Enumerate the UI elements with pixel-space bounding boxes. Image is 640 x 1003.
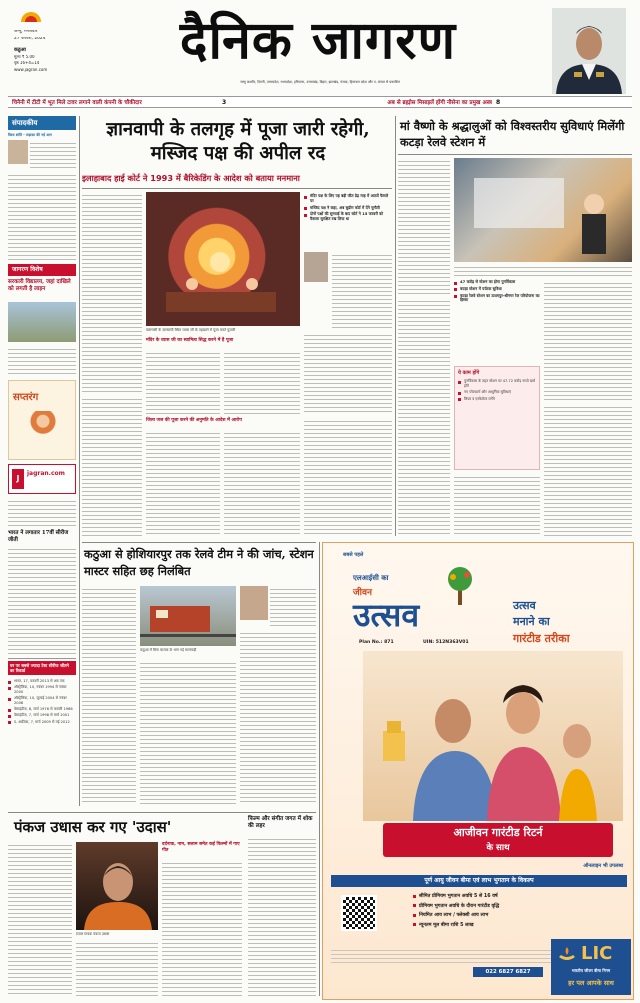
lic-lamp-icon: [557, 945, 577, 963]
column-divider: [319, 542, 320, 996]
katra-bullet: कटड़ा स्टेशन में पर्यटक सुविधा: [454, 287, 540, 292]
ad-feature: नियमित आय लाभ / फ्लेक्सी आय लाभ: [413, 912, 613, 920]
ad-ribbon: [383, 823, 613, 857]
date-line-2: 27 फरवरी, 2024: [14, 37, 46, 41]
katra-bullet: 47 करोड़ से स्टेशन का होगा पुनर्विकास: [454, 280, 540, 285]
lead-story: [82, 116, 392, 536]
katra-text-1: [398, 158, 450, 294]
ad-plan-no: Plan No.: 871: [359, 640, 394, 645]
masthead-title: दैनिक जागरण: [179, 10, 457, 71]
yoga-figure: [29, 411, 57, 445]
records-list: [8, 679, 76, 726]
ad-tagline-3: गारंटीड तरीका: [513, 632, 570, 645]
accident-headline[interactable]: कठुआ से होशियारपुर तक रेलवे टीम ने की जांच, स्टेशन मास्टर सहित छह निलंबित: [84, 547, 314, 578]
katra-work-box: [454, 366, 540, 470]
ad-online: ऑनलाइन भी उपलब्ध: [583, 863, 623, 869]
katra-bullet: कटड़ा रेलवे स्टेशन का ऊधमपुर-श्रीनगर रेल परियोजना का हिस्सा: [454, 294, 540, 304]
pankaj-udhas-photo: [76, 842, 158, 930]
lic-logo-text: LIC: [581, 943, 613, 964]
obit-text-1: [8, 842, 72, 996]
ad-ribbon-line-2: के साथ: [486, 843, 510, 853]
ad-feature: सीमित प्रीमियम भुगतान अवधि 5 से 16 वर्ष: [413, 893, 613, 901]
ad-tagline-1: उत्सव: [513, 599, 536, 612]
left-sidebar: [8, 116, 76, 646]
family-photo: [363, 651, 623, 821]
jagran-site-badge: J: [12, 469, 24, 489]
ad-feature-bar-text: पूर्ण आयु जीवन बीमा एवं लाभ भुगतान के विकल्प: [424, 877, 534, 884]
lead-bullet: मस्जिद पक्ष ने कहा, अब सुप्रीम कोर्ट में देंगे चुनौती: [304, 206, 392, 211]
tree-icon: [443, 565, 477, 605]
teaser-right-page: 8: [496, 99, 501, 106]
lead-bullet: मंदिर पक्ष के लिए यह बड़ी जीत डेढ़ माह में आठवें फैसले पर: [304, 194, 392, 204]
lead-subhead: इलाहाबाद हाई कोर्ट ने 1993 में बैरिकेडिंग के आदेश को बताया मनमाना: [82, 173, 300, 183]
lead-text-col-8: [304, 418, 392, 536]
naval-officer-portrait: [552, 8, 626, 94]
record-item: ऑस्ट्रेलिया, 10, जुलाई 2004 से नवंबर 2008: [8, 696, 76, 705]
katra-box-list: [458, 379, 538, 403]
katra-box-item: नए प्लेटफार्म और आधुनिक सुविधाएं: [458, 390, 538, 395]
sports-headline[interactable]: भारत ने लगातार 17वीं सीरीज जीती: [8, 530, 69, 543]
sidebar-misc-text: [8, 498, 76, 526]
jagran-site-promo: [8, 464, 76, 494]
publication-cities: जम्मू कश्मीर, दिल्ली, उत्तरप्रदेश, मध्यप्रदेश, हरियाणा, उत्तराखंड, बिहार, झारखंड, पंजाब, हिमाचल प्रदेश और प. बंगाल से प्रकाशित: [240, 80, 400, 84]
record-item: वेस्टइंडीज, 8, मार्च 1976 से फरवरी 1986: [8, 707, 76, 711]
katra-box-header: ये काम होंगे: [458, 370, 480, 376]
ad-tagline-2: मनाने का: [513, 615, 550, 628]
train-photo-caption: कठुआ में बिना चालक के भाग गई मालगाड़ी: [140, 648, 197, 652]
katra-headline[interactable]: मां वैष्णो के श्रद्धालुओं को विश्वस्तरीय सुविधाएं मिलेंगी कटड़ा रेलवे स्टेशन में: [400, 119, 625, 149]
katra-box-item: लिफ्ट व एस्केलेटर लगेंगे: [458, 397, 538, 402]
obit-subhead: दर्दनाक, नाम, सलाम समेत कई फिल्मों में गाए गीत: [162, 842, 240, 853]
column-divider: [79, 116, 80, 806]
katra-text-2: [544, 280, 632, 400]
ad-fine-print: [331, 947, 551, 963]
obit-text-3: [162, 860, 242, 996]
lic-slogan: हर पल आपके साथ: [568, 979, 614, 987]
sports-text: [8, 546, 76, 654]
lead-text-col-2: [146, 350, 220, 414]
ad-ribbon-line-1: आजीवन गारंटीड रिटर्न: [453, 826, 543, 839]
lawyer-photo: [304, 252, 328, 282]
lead-text-col-3: [224, 350, 300, 414]
special-header: जागरण विशेष: [8, 264, 76, 276]
ad-plan-small: जीवन: [353, 588, 373, 598]
ad-feature: प्रीमियम भुगतान अवधि के दौरान गारंटीड वृद्धि: [413, 903, 613, 911]
lead-headline[interactable]: ज्ञानवापी के तलगृह में पूजा जारी रहेगी, मस्जिद पक्ष की अपील रद: [106, 119, 370, 164]
ad-feature-bar: [331, 875, 627, 887]
edition-name: कठुआ: [14, 47, 26, 53]
lead-rule: [82, 188, 392, 189]
accident-text-4: [240, 630, 316, 804]
editorial-kicker: विश्व शांति - लड़ाका की नई आग: [8, 133, 52, 137]
editorial-text-2: [8, 172, 76, 260]
lic-hindi-name: भारतीय जीवन बीमा निगम: [571, 968, 611, 973]
katra-text-3: [398, 298, 450, 536]
katra-caption: [454, 264, 632, 276]
lead-bullets: [304, 194, 392, 224]
saptrang-promo: [8, 380, 76, 460]
accident-text-1: [82, 586, 136, 804]
ad-plan-title: उत्सव: [353, 596, 420, 634]
ad-features: [413, 893, 613, 931]
teaser-strip: [8, 96, 632, 108]
record-item: द. अफ्रीका, 7, मार्च 2009 से मई 2012: [8, 720, 76, 724]
jagran-sun-logo-icon: [20, 10, 42, 22]
price: मूल्य ₹ 5.00: [14, 55, 35, 59]
records-header: घर पर सबसे ज्यादा टेस्ट सीरीज जीतने का रिकार्ड: [8, 661, 76, 675]
columnist-photo: [8, 140, 28, 164]
ad-qr-code-icon: [341, 895, 377, 931]
ad-uin: UIN: 512N363V01: [423, 640, 469, 645]
lic-advertisement: [322, 542, 634, 1000]
teaser-left[interactable]: चिनैनी में टीटी में भूत मिले टावर लगाने वाली कंपनी के चौकीदार: [12, 100, 142, 106]
date-line-1: जम्मू, मंगलवार: [14, 30, 38, 34]
obit-headline[interactable]: पंकज उधास कर गए 'उदास': [14, 818, 172, 836]
lead-text-col-6: [146, 430, 220, 536]
record-item: ऑस्ट्रेलिया, 10, नवंबर 1994 से नवंबर 2000: [8, 685, 76, 694]
katra-story: [398, 116, 632, 536]
lead-text-col-5: [82, 396, 142, 536]
lead-subhead-3: जिला जज की पूजा करने की अनुमति के आदेश में आरोप: [146, 418, 242, 423]
katra-box-item: पुनर्विकास के तहत स्टेशन पर 47.72 करोड़ रुपये खर्च होंगे: [458, 379, 538, 388]
record-item: वेस्टइंडीज, 7, मार्च 1998 से मार्च 2001: [8, 713, 76, 717]
ad-phone[interactable]: 022 6827 6827: [473, 967, 543, 977]
ad-pre: एलआईसी का: [353, 574, 389, 582]
accident-text-3: [270, 586, 316, 626]
special-headline[interactable]: सरकारी विद्यालय, जहां दाखिले को लगती है लाइन: [8, 279, 71, 292]
editorial-header: संपादकीय: [8, 116, 76, 130]
obit-side-header: फिल्म और संगीत जगत में शोक की लहर: [248, 816, 313, 829]
jagran-site-label[interactable]: jagran.com: [27, 470, 65, 477]
obit-rule: [8, 812, 316, 813]
katra-photo: [454, 158, 632, 262]
katra-bullets: [454, 280, 540, 305]
page-count: पृष्ठ 16+4=14: [14, 61, 40, 65]
obit-text-2: [76, 940, 158, 996]
column-divider: [395, 116, 396, 536]
lead-text-col-7: [224, 430, 300, 536]
obit-photo-caption: ग़ज़ल गायक पंकज उधास: [76, 932, 110, 936]
accident-rule: [82, 542, 316, 543]
lead-bullet: दोनों पक्षों की सुनवाई के बाद कोर्ट ने 15 फरवरी को फैसला सुरक्षित रख लिया था: [304, 212, 392, 222]
ad-feature: न्यूनतम मूल बीमा राशि 5 लाख: [413, 922, 613, 930]
record-item: भारत, 17, फरवरी 2013 से अब तक: [8, 679, 76, 683]
katra-rule: [398, 154, 632, 155]
masthead: [0, 0, 640, 96]
records-box: [8, 658, 76, 806]
train-photo: [140, 586, 236, 646]
rail-accident-story: [82, 542, 316, 804]
lead-photo: [146, 192, 300, 326]
obit-side-text: [248, 836, 316, 996]
obituary-story: [8, 812, 316, 996]
editorial-text: [30, 140, 76, 170]
lead-photo-caption: वाराणसी के ज्ञानवापी स्थित व्यास जी के तहखाने में पूजा करते पुजारी: [146, 328, 236, 332]
lead-text-col-1: [82, 192, 142, 392]
teaser-left-page: 3: [222, 99, 227, 106]
lead-subhead-2: मंदिर के व्यास जी का स्वामित्व सिद्ध करने में है पूजा: [146, 338, 234, 343]
saptrang-title: सप्तरंग: [13, 392, 39, 403]
official-photo: [240, 586, 268, 620]
katra-text-5: [544, 404, 632, 536]
school-photo: [8, 302, 76, 342]
ad-brand-top: सबसे पहले: [343, 552, 364, 558]
teaser-right[interactable]: अब से ब्रह्मोस मिसाइलें होंगी नौसेना का प्रमुख अस्त्र: [387, 100, 492, 106]
lead-side-text: [332, 252, 392, 328]
lic-logo: [551, 939, 631, 995]
katra-text-4: [454, 474, 540, 536]
special-text: [8, 346, 76, 376]
accident-text-2: [140, 660, 236, 804]
lead-text-col-4: [304, 332, 392, 414]
website-url[interactable]: www.jagran.com: [14, 68, 48, 72]
